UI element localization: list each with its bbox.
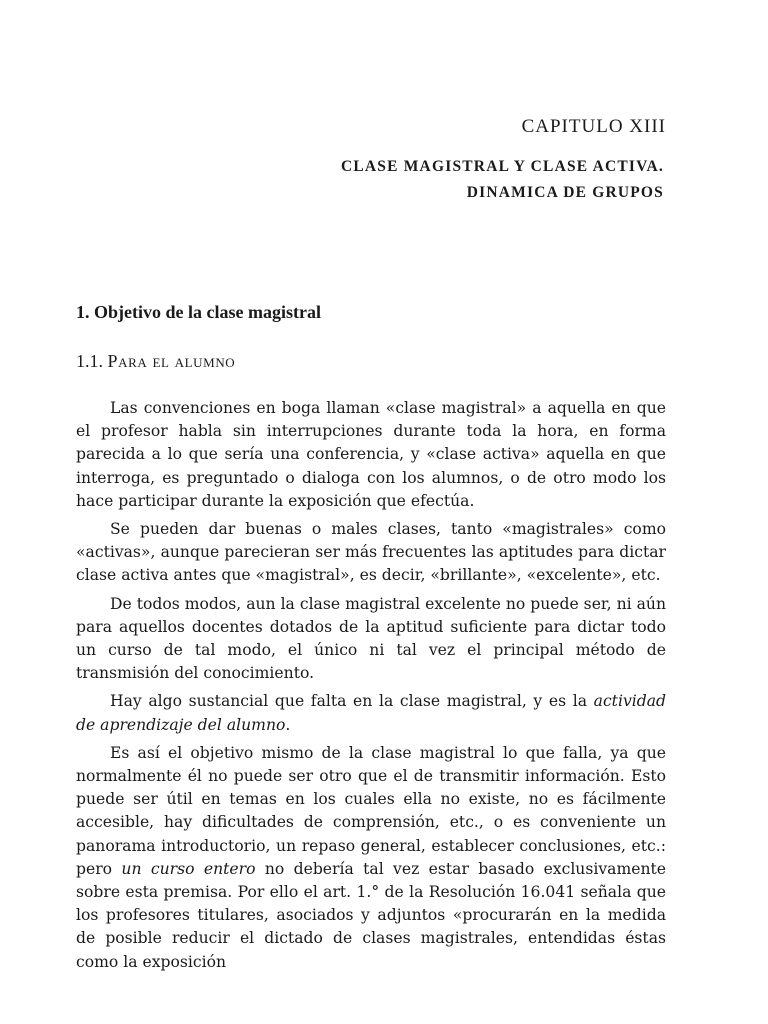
subsection-heading [76,351,235,372]
paragraph-5-emphasis: un curso entero [121,859,256,878]
paragraph-3: De todos modos, aun la clase magistral excelente no puede ser, ni aún para aquellos docentes dotados de la aptitud suficiente para dictar todo un curso de tal modo, el único ni tal vez el principal método de transmisión del conocimiento. [76,594,666,683]
paragraph-2: Se pueden dar buenas o males clases, tanto «magistrales» como «activas», aunque parecieran ser más frecuentes las aptitudes para dictar clase activa antes que «magistral», es decir, «brillante», «excelente», etc. [76,520,666,585]
body-text [76,397,666,979]
chapter-title [341,154,664,206]
paragraph-5-text: Es así el objetivo mismo de la clase magistral lo que falla, ya que normalmente él no puede ser otro que el de transmitir información. Esto puede ser útil en temas en los cuales ella no existe, no es fácilmente accesible, hay dificultades de comprensión, etc., o es conveniente un panorama introductorio, un repaso general, establecer conclusiones, etc.: pero [76,743,666,878]
subsection-number: 1.1. [76,351,103,371]
paragraph-1: Las convenciones en boga llaman «clase magistral» a aquella en que el profesor habla sin interrupciones durante toda la hora, en forma parecida a lo que sería una conferencia, y «clase activa» aquella en que interroga, es preguntado o dialoga con los alumnos, o de otro modo los hace participar durante la exposición que efectúa. [76,399,666,510]
paragraph-4 [76,690,666,736]
chapter-title-line-2: DINAMICA DE GRUPOS [466,184,664,201]
paragraph-5 [76,742,666,974]
paragraph-4-emphasis: actividad de aprendizaje del alumno [76,692,666,734]
paragraph-4-end: . [285,715,291,734]
paragraph-4-text: Hay algo sustancial que falta en la clase magistral, y es la [110,692,594,711]
chapter-title-line-1: CLASE MAGISTRAL Y CLASE ACTIVA. [340,158,664,175]
subsection-title: Para el alumno [107,351,236,371]
chapter-number: CAPITULO XIII [521,116,666,137]
paragraph-5-end: no debería tal vez estar basado exclusivamente sobre esta premisa. Por ello el art. 1.° de la Resolución 16.041 señala que los profesores titulares, asociados y adjuntos «procurarán en la medida de posible reducir el dictado de clases magistrales, entendidas éstas como la exposición [76,859,667,971]
section-heading: 1. Objetivo de la clase magistral [76,302,321,322]
